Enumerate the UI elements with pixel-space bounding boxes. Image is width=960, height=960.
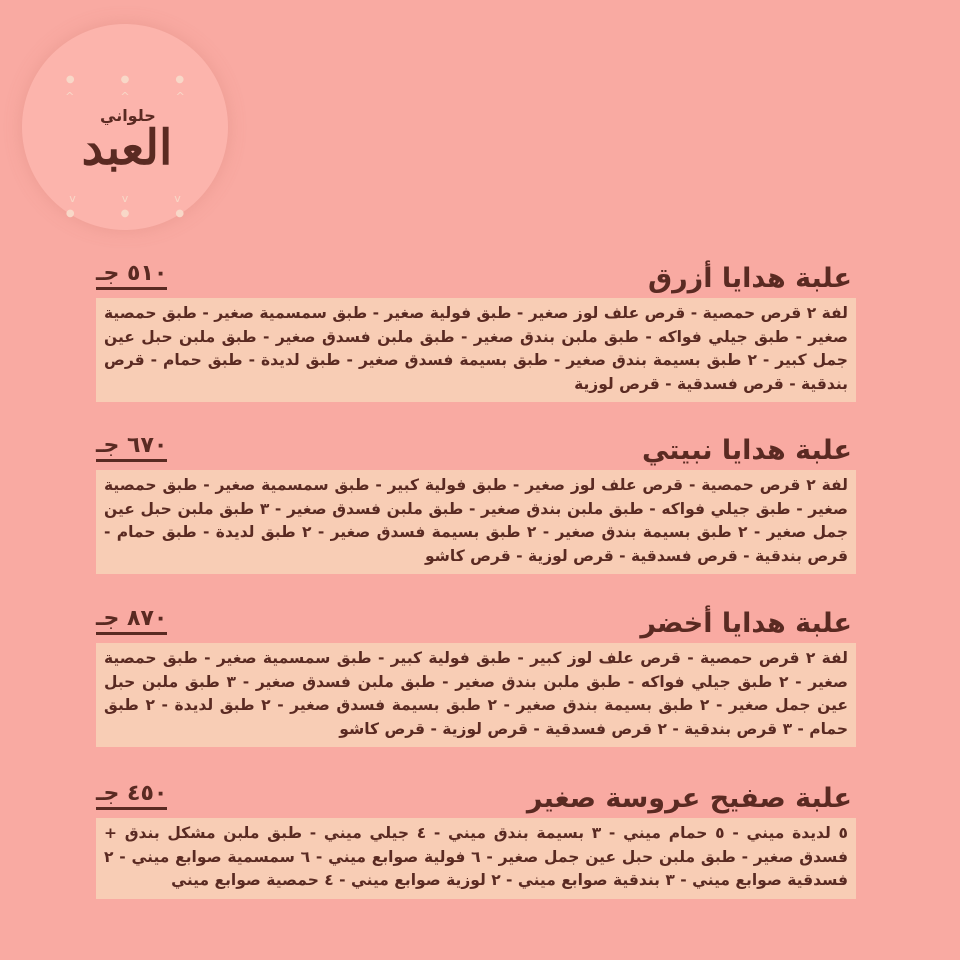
- section-price: ٦٧٠ جـ: [96, 435, 167, 462]
- section-items: ٥ لديدة ميني - ٥ حمام ميني - ٣ بسيمة بندق ميني - ٤ جيلي ميني - طبق ملبن مشكل بندق + فسدق صغير - طبق ملبن حبل عين جمل صغير - ٦ فولية صوابع ميني - ٦ سمسمية صوابع ميني - ٢ فسدقية صوابع ميني - ٣ بندقية صوابع ميني - ٢ لوزية صوابع ميني - ٤ حمصية صوابع ميني: [96, 818, 856, 899]
- section-title: علبة هدايا أخضر: [640, 608, 852, 639]
- section-price: ٨٧٠ جـ: [96, 608, 167, 635]
- logo-decoration-chevrons: v v v: [69, 192, 181, 205]
- brand-logo: [22, 24, 228, 230]
- section-title: علبة هدايا أزرق: [648, 263, 852, 294]
- section-items: لفة ٢ قرص حمصية - قرص علف لوز صغير - طبق فولية صغير - طبق سمسمية صغير - طبق حمصية صغير - طبق جيلي فواكه - طبق ملبن بندق صغير - طبق ملبن فسدق صغير - طبق ملبن حبل عين جمل كبير - ٢ طبق بسيمة بندق صغير - طبق بسيمة فسدق صغير - طبق لديدة - طبق حمام - قرص بندقية - قرص فسدقية - قرص لوزية: [96, 298, 856, 402]
- section-items: لفة ٢ قرص حمصية - قرص علف لوز كبير - طبق فولية كبير - طبق سمسمية صغير - طبق حمصية صغير - ٢ طبق جيلي فواكه - طبق ملبن بندق صغير - طبق ملبن فسدق صغير - ٣ طبق ملبن حبل عين جمل صغير - ٢ طبق بسيمة بندق صغير - ٢ طبق بسيمة فسدق صغير - ٢ طبق لديدة - ٢ طبق حمام - ٣ قرص بندقية - ٢ قرص فسدقية - قرص لوزية - قرص كاشو: [96, 643, 856, 747]
- box-section-green: [96, 603, 856, 747]
- logo-decoration-chevrons: ^ ^ ^: [65, 90, 185, 103]
- box-section-tin-doll: [96, 778, 856, 899]
- section-items: لفة ٢ قرص حمصية - قرص علف لوز صغير - طبق فولية كبير - طبق سمسمية صغير - طبق حمصية صغير - طبق جيلي فواكه - طبق ملبن بندق صغير - طبق ملبن فسدق صغير - ٣ طبق ملبن حبل عين جمل صغير - ٢ طبق بسيمة بندق صغير - ٢ طبق بسيمة فسدق صغير - ٢ طبق لديدة - طبق حمام - قرص بندقية - قرص فسدقية - قرص لوزية - قرص كاشو: [96, 470, 856, 574]
- section-price: ٥١٠ جـ: [96, 263, 167, 290]
- box-section-blue: [96, 258, 856, 402]
- box-section-burgundy: [96, 430, 856, 574]
- brand-name-big: العبد: [81, 120, 173, 176]
- section-title: علبة صفيح عروسة صغير: [526, 783, 852, 814]
- section-price: ٤٥٠ جـ: [96, 783, 167, 810]
- logo-decoration-dots: ● ● ●: [65, 208, 185, 219]
- logo-decoration-dots: ● ● ●: [65, 74, 185, 85]
- section-title: علبة هدايا نبيتي: [641, 435, 852, 466]
- brand-name-small: حلواني: [100, 106, 156, 125]
